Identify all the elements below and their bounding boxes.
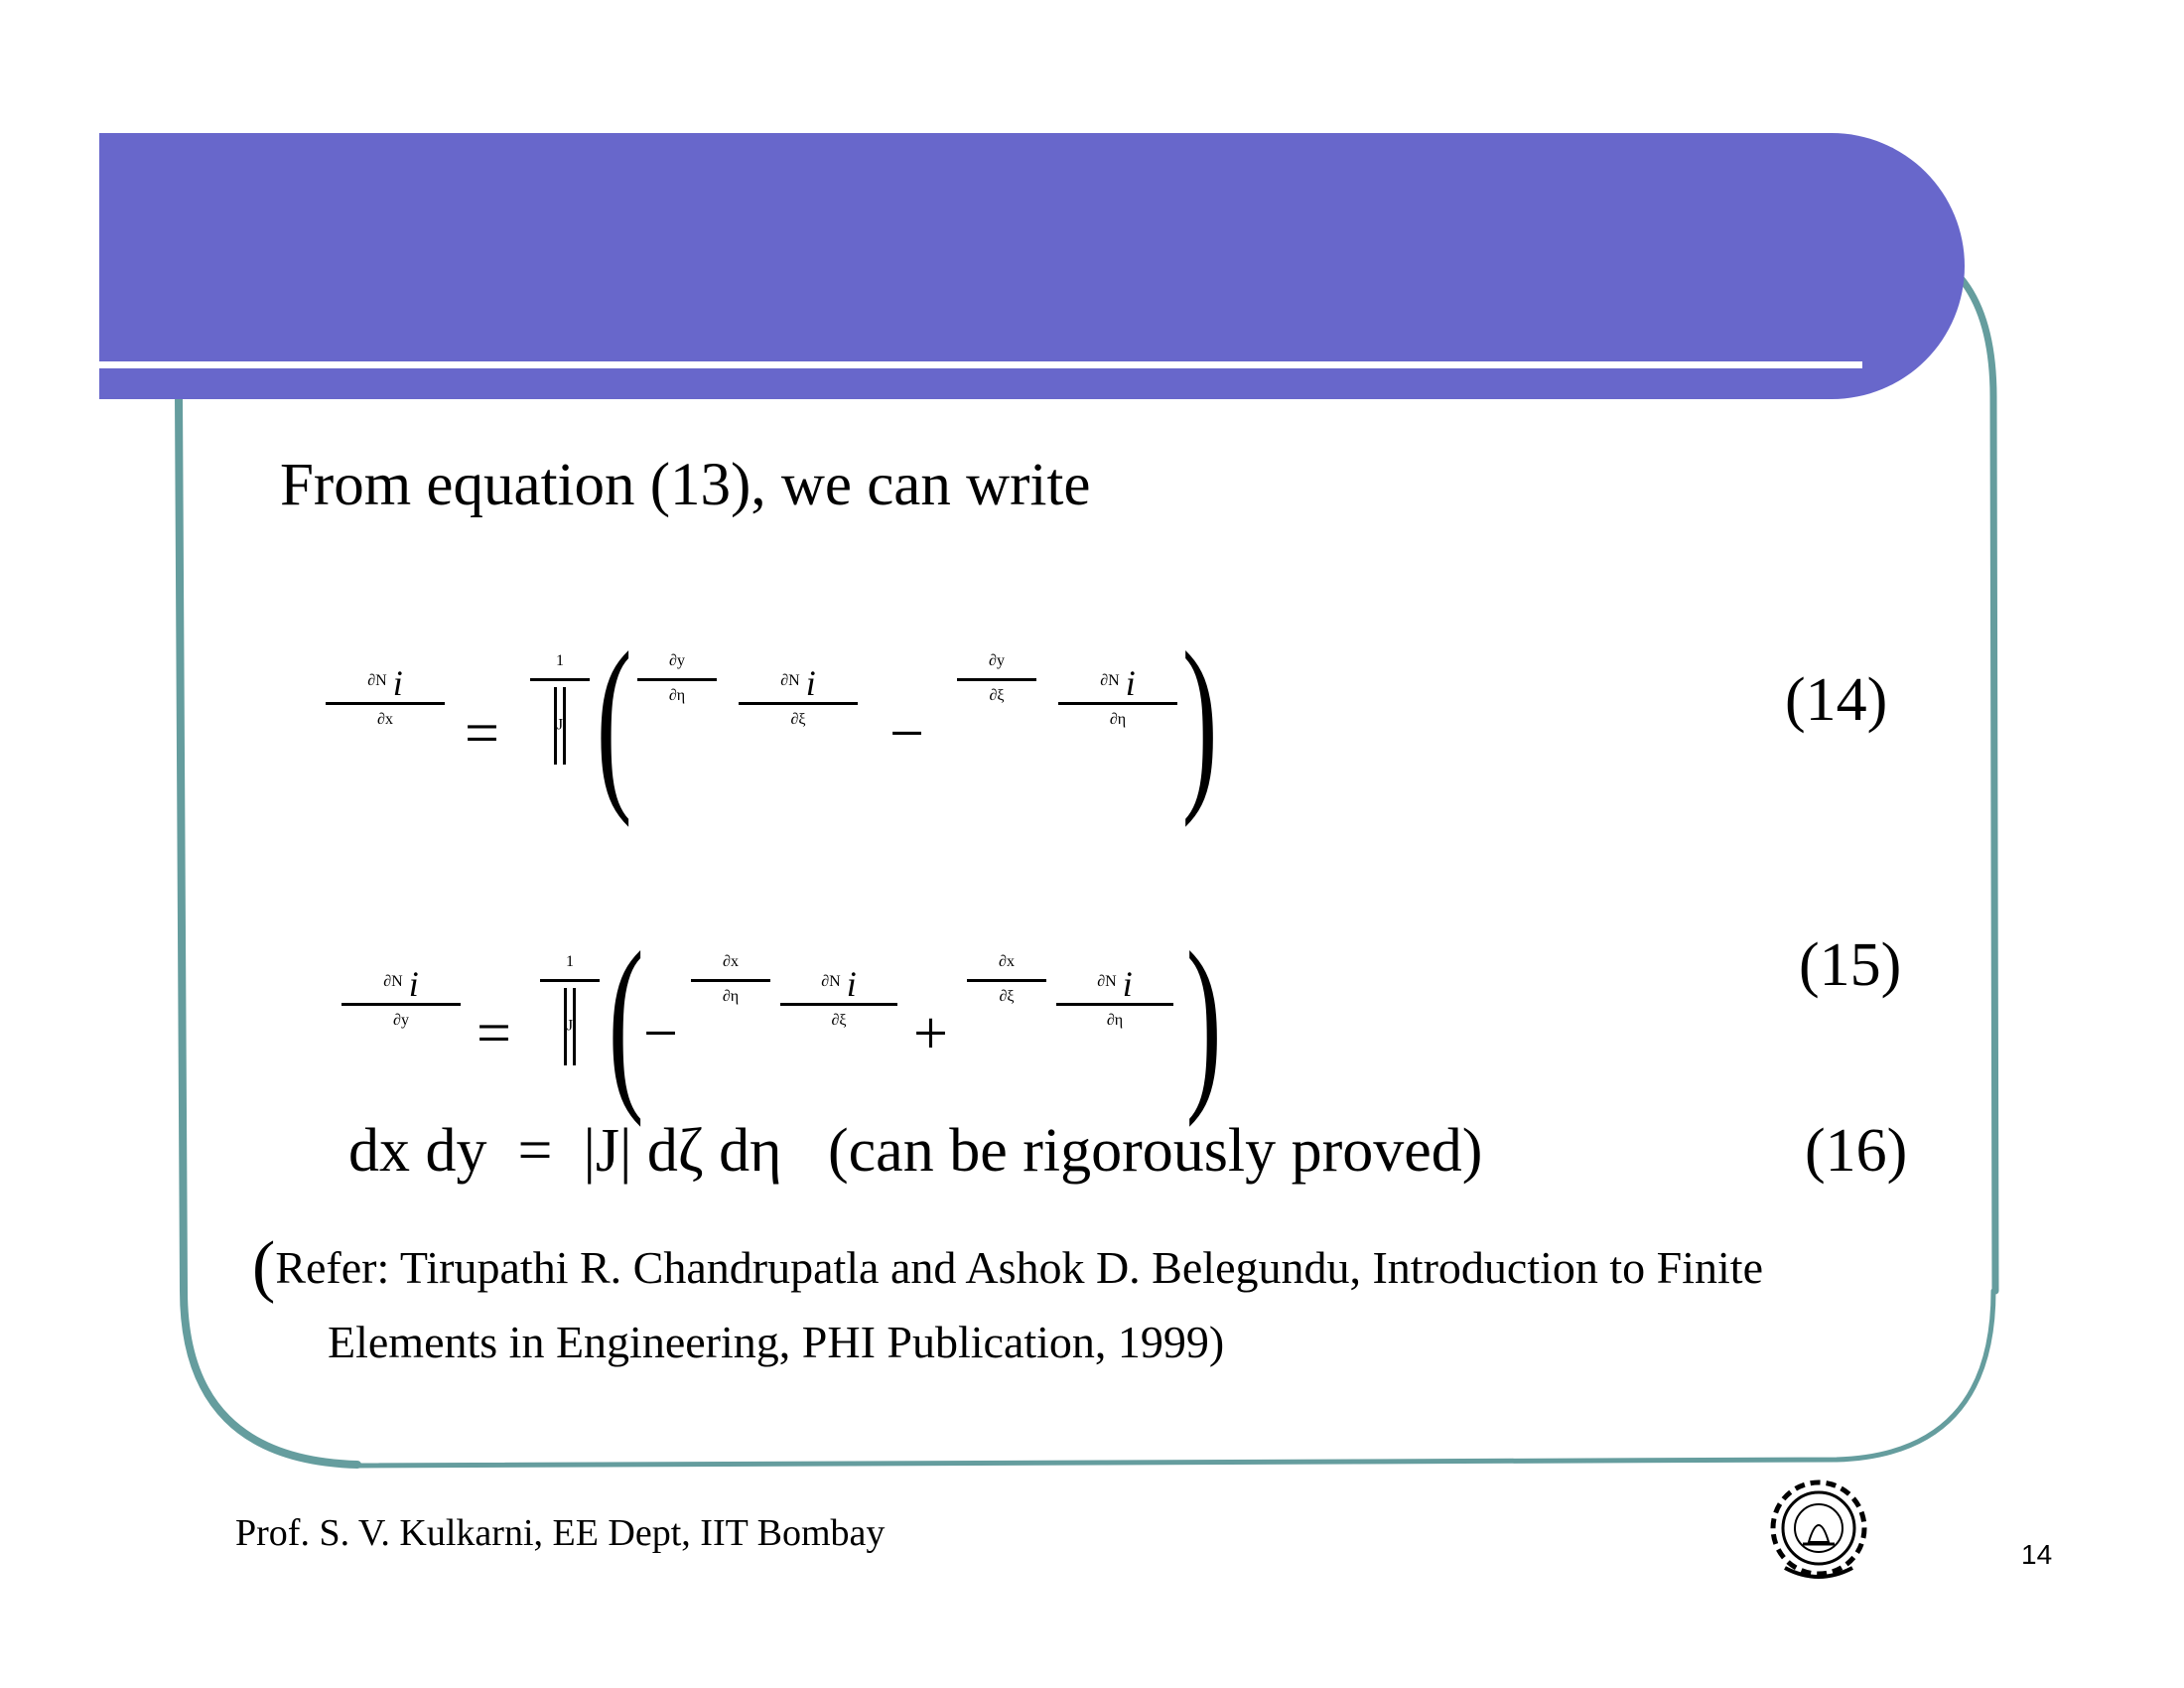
- eq14-t2a-denominator: ∂ξ: [989, 687, 1005, 704]
- eq15-t2b-numerator: ∂N: [1097, 973, 1117, 990]
- eq14-t2a-numerator: ∂y: [989, 652, 1005, 669]
- eq14-coef-denominator: J: [556, 716, 564, 734]
- eq15-number: (15): [1799, 931, 1902, 999]
- eq15-term1b: [780, 953, 897, 1030]
- eq15-t2b-subscript: i: [1122, 964, 1133, 1004]
- eq14-close-paren: ): [1181, 613, 1218, 828]
- eq14-coefficient: [530, 652, 590, 765]
- content-border-right: [1961, 278, 1995, 1291]
- eq15-t1b-subscript: i: [846, 964, 857, 1004]
- eq14-lhs-subscript: i: [392, 663, 403, 703]
- eq14-t2b-subscript: i: [1125, 663, 1136, 703]
- eq15-term1a: [691, 953, 770, 1006]
- eq15-t1a-denominator: ∂η: [722, 988, 740, 1005]
- eq14-t1b-denominator: ∂ξ: [790, 711, 806, 728]
- eq15-t2a-denominator: ∂ξ: [999, 988, 1015, 1005]
- eq15-lhs-subscript: i: [408, 964, 419, 1004]
- eq15-lhs-numerator: ∂N: [383, 973, 403, 990]
- institute-logo: [1773, 1482, 1864, 1577]
- eq15-open-paren: (: [608, 913, 644, 1128]
- eq15-coef-numerator: 1: [566, 953, 574, 970]
- reference-note: [252, 1221, 1940, 1373]
- intro-text: From equation (13), we can write: [280, 452, 1091, 518]
- eq14-t1a-denominator: ∂η: [668, 687, 686, 704]
- banner-stripe: [99, 361, 1862, 368]
- eq14-t1a-numerator: ∂y: [669, 652, 685, 669]
- eq15-equals: =: [477, 1000, 511, 1067]
- eq14-t1b-subscript: i: [805, 663, 816, 703]
- eq15-coef-denominator: J: [566, 1017, 574, 1035]
- eq14-equals: =: [465, 700, 499, 768]
- eq15-t2b-denominator: ∂η: [1106, 1012, 1124, 1029]
- eq15-t2a-numerator: ∂x: [999, 953, 1015, 970]
- eq15-close-paren: ): [1185, 913, 1222, 1128]
- eq14-minus: −: [889, 700, 924, 768]
- eq14-number: (14): [1785, 666, 1888, 734]
- eq15-lhs-fraction: [341, 953, 461, 1030]
- eq15-t1a-numerator: ∂x: [723, 953, 739, 970]
- eq15-term2b: [1056, 953, 1173, 1030]
- eq15-coefficient: [540, 953, 600, 1065]
- eq15-plus: +: [913, 1000, 948, 1067]
- eq15-t1b-numerator: ∂N: [821, 973, 841, 990]
- eq14-coef-numerator: 1: [556, 652, 564, 669]
- eq15-t1b-denominator: ∂ξ: [831, 1012, 847, 1029]
- eq14-term2a: [957, 652, 1036, 705]
- eq14-open-paren: (: [596, 613, 632, 828]
- eq16-number: (16): [1805, 1117, 1908, 1185]
- eq14-t2b-denominator: ∂η: [1109, 711, 1127, 728]
- title-banner: [99, 133, 1965, 399]
- reference-line-1: Refer: Tirupathi R. Chandrupatla and Ashok D. Belegundu, Introduction to Finite: [275, 1242, 1763, 1293]
- eq14-t1b-numerator: ∂N: [780, 672, 800, 689]
- eq14-term1a: [637, 652, 717, 705]
- reference-open-paren: (: [252, 1228, 276, 1305]
- eq14-term1b: [739, 652, 858, 729]
- eq15-lead-minus: −: [643, 1000, 678, 1067]
- equation-16: dx dy = |J| dζ dη (can be rigorously proved): [348, 1117, 1483, 1185]
- eq15-lhs-denominator: ∂y: [393, 1012, 409, 1029]
- footer-author: Prof. S. V. Kulkarni, EE Dept, IIT Bombay: [235, 1512, 886, 1554]
- eq14-lhs-fraction: [326, 652, 445, 729]
- eq15-term2a: [967, 953, 1046, 1006]
- page-number: 14: [2021, 1539, 2053, 1570]
- eq14-lhs-denominator: ∂x: [377, 711, 393, 728]
- eq14-t2b-numerator: ∂N: [1100, 672, 1120, 689]
- reference-line-2: Elements in Engineering, PHI Publication, 1999): [328, 1317, 1225, 1368]
- eq14-lhs-numerator: ∂N: [367, 672, 387, 689]
- eq14-term2b: [1058, 652, 1177, 729]
